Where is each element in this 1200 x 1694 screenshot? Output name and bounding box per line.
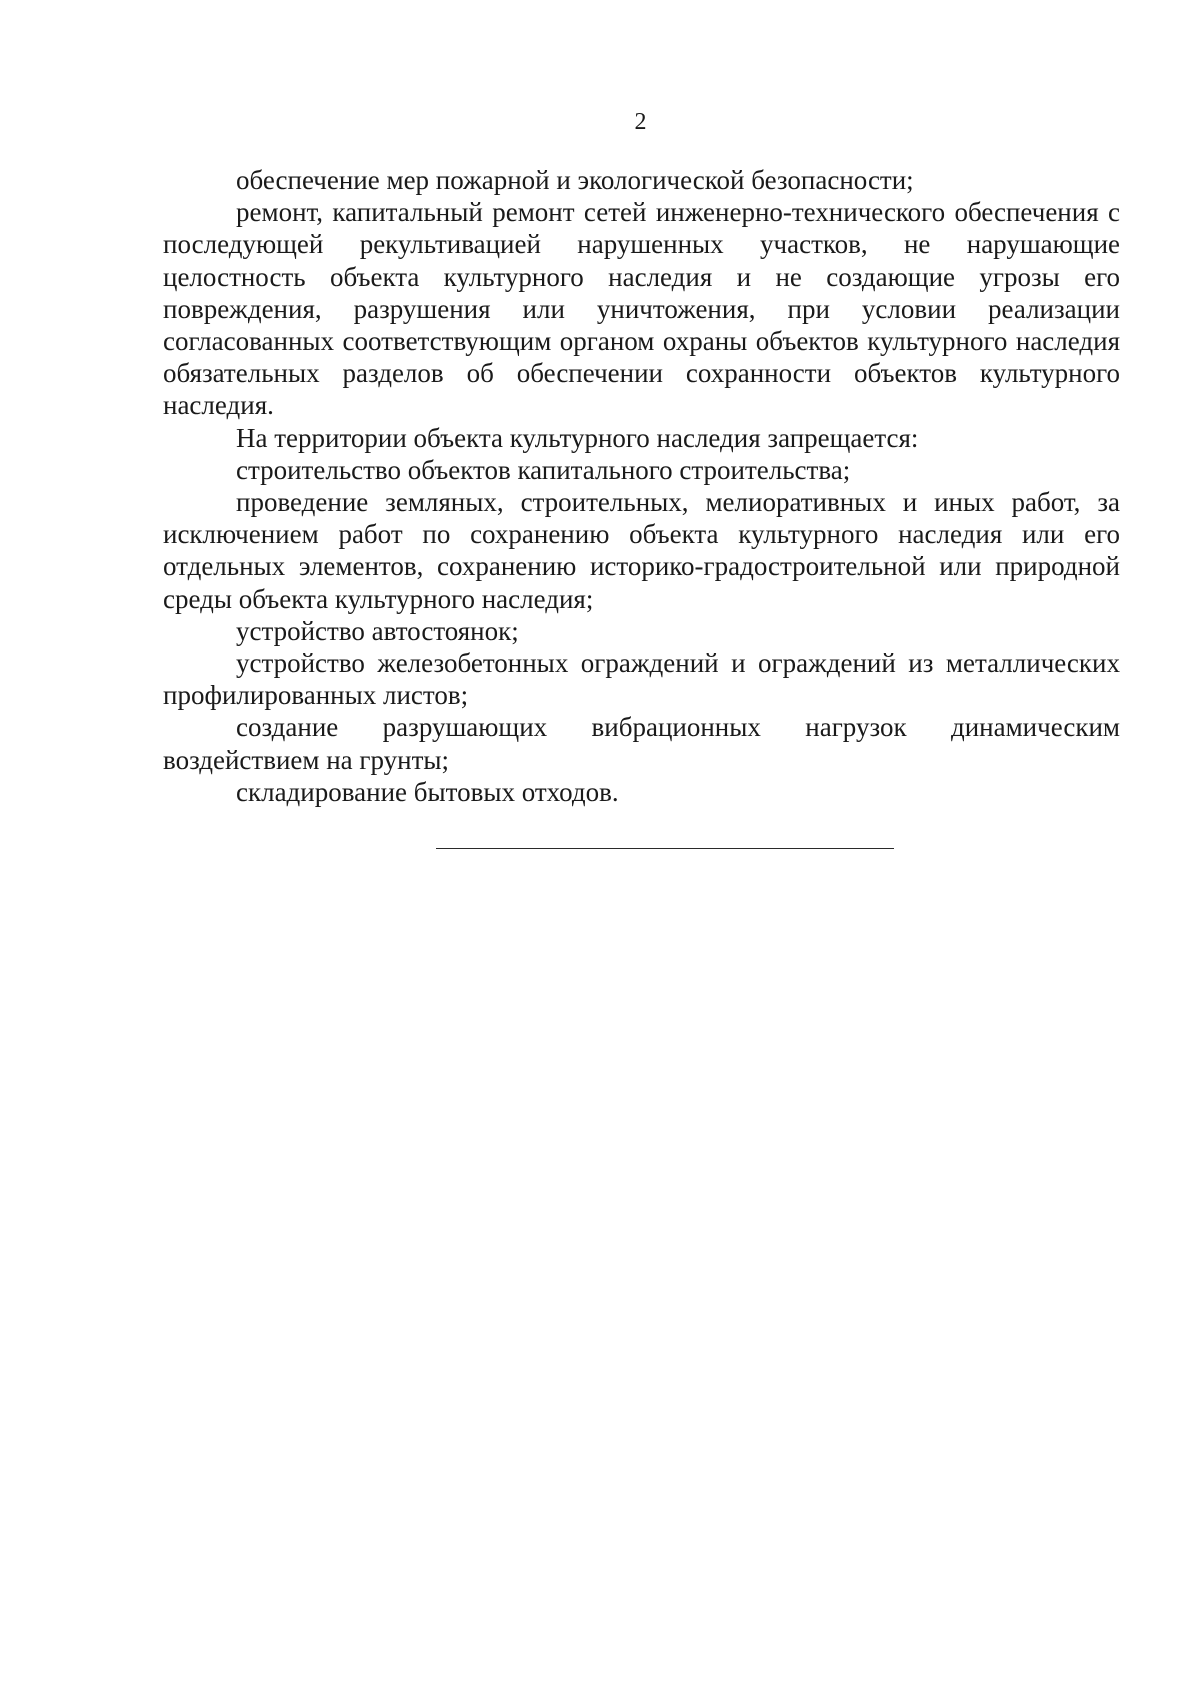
paragraph-engineering-repair: ремонт, капитальный ремонт сетей инженерно-технического обеспечения с последующей рекультивацией нарушенных участков, не нарушающие целостность объекта культурного наследия и не создающие угрозы его повреждения, разрушения или уничтожения, при условии реализации согласованных соответствующим органом охраны объектов культурного наследия обязательных разделов об обеспечении сохранности объектов культурного наследия. bbox=[163, 197, 1120, 421]
paragraph-prohibitions-heading: На территории объекта культурного наследия запрещается: bbox=[236, 422, 919, 453]
paragraph-waste-storage: складирование бытовых отходов. bbox=[236, 776, 619, 807]
end-of-text-rule bbox=[436, 848, 894, 849]
paragraph-vibration-loads: создание разрушающих вибрационных нагрузок динамическим воздействием на грунты; bbox=[163, 712, 1120, 775]
paragraph-earthworks: проведение земляных, строительных, мелиоративных и иных работ, за исключением работ по сохранению объекта культурного наследия или его отдельных элементов, сохранению историко-градостроительной или природной среды объекта культурного наследия; bbox=[163, 487, 1120, 614]
paragraph-fences: устройство железобетонных ограждений и ограждений из металлических профилированных листов; bbox=[163, 648, 1120, 711]
paragraph-fire-safety: обеспечение мер пожарной и экологической безопасности; bbox=[236, 165, 914, 195]
paragraph-capital-construction: строительство объектов капитального строительства; bbox=[236, 454, 851, 485]
paragraph-parking: устройство автостоянок; bbox=[236, 615, 519, 646]
document-body bbox=[163, 164, 1120, 808]
page-number: 2 bbox=[634, 109, 647, 135]
